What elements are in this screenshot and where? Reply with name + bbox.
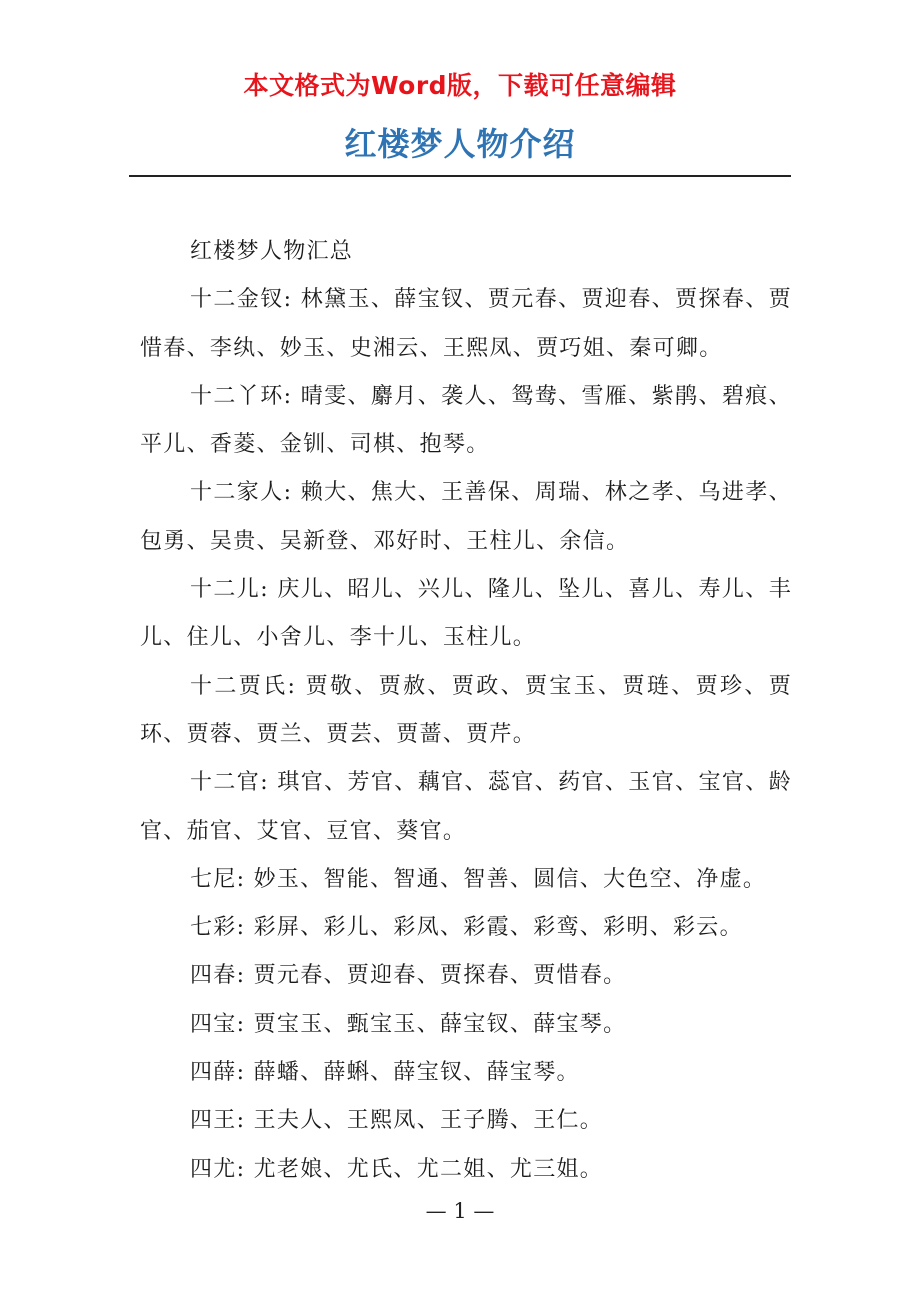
- paragraph-label: 十二丫环:: [190, 383, 293, 409]
- paragraph-label: 四宝:: [190, 1011, 246, 1037]
- section-heading: [140, 228, 792, 276]
- paragraph-seven-cai: [140, 904, 792, 952]
- paragraph-four-xue: [140, 1049, 792, 1097]
- document-body: [140, 228, 792, 1194]
- paragraph-label: 七尼:: [190, 866, 246, 892]
- paragraph-four-chun: [140, 952, 792, 1000]
- paragraph-text: 红楼梦人物汇总: [190, 239, 354, 264]
- paragraph-label: 四薛:: [190, 1060, 246, 1086]
- paragraph-text: 庆儿、昭儿、兴儿、隆儿、坠儿、喜儿、寿儿、丰儿、住儿、小舍儿、李十儿、玉柱儿。: [140, 577, 792, 651]
- paragraph-text: 妙玉、智能、智通、智善、圆信、大色空、净虚。: [245, 866, 767, 892]
- page-number: — 1 —: [425, 1199, 495, 1223]
- paragraph-text: 尤老娘、尤氏、尤二姐、尤三姐。: [245, 1156, 604, 1182]
- format-notice-banner: 本文格式为Word版，下载可任意编辑: [243, 71, 677, 100]
- paragraph-label: 十二官:: [190, 770, 269, 796]
- paragraph-twelve-hairpins: [140, 276, 792, 373]
- paragraph-text: 赖大、焦大、王善保、周瑞、林之孝、乌进孝、包勇、吴贵、吴新登、邓好时、王柱儿、余信。: [140, 480, 792, 554]
- paragraph-twelve-jia: [140, 663, 792, 760]
- paragraph-text: 贾宝玉、甄宝玉、薛宝钗、薛宝琴。: [245, 1011, 627, 1037]
- paragraph-label: 四王:: [190, 1108, 246, 1134]
- paragraph-twelve-actresses: [140, 759, 792, 856]
- paragraph-text: 王夫人、王熙凤、王子腾、王仁。: [245, 1108, 604, 1134]
- paragraph-text: 薛蟠、薛蝌、薛宝钗、薛宝琴。: [245, 1060, 580, 1086]
- paragraph-label: 十二家人:: [190, 480, 293, 506]
- paragraph-text: 彩屏、彩儿、彩凤、彩霞、彩鸾、彩明、彩云。: [245, 915, 743, 941]
- paragraph-twelve-boys: [140, 566, 792, 663]
- paragraph-twelve-maids: [140, 373, 792, 470]
- paragraph-text: 琪官、芳官、藕官、蕊官、药官、玉官、宝官、龄官、茄官、艾官、豆官、葵官。: [140, 770, 792, 844]
- paragraph-text: 贾元春、贾迎春、贾探春、贾惜春。: [245, 963, 627, 989]
- paragraph-twelve-servants: [140, 469, 792, 566]
- paragraph-label: 四春:: [190, 963, 246, 989]
- document-title: 红楼梦人物介绍: [344, 125, 576, 163]
- paragraph-text: 晴雯、麝月、袭人、鸳鸯、雪雁、紫鹃、碧痕、平儿、香菱、金钏、司棋、抱琴。: [140, 383, 792, 458]
- paragraph-label: 十二贾氏:: [190, 673, 297, 699]
- paragraph-four-wang: [140, 1097, 792, 1145]
- paragraph-four-you: [140, 1146, 792, 1194]
- paragraph-label: 四尤:: [190, 1156, 246, 1182]
- title-divider: [129, 175, 791, 177]
- paragraph-label: 七彩:: [190, 915, 246, 941]
- paragraph-four-bao: [140, 1001, 792, 1049]
- paragraph-text: 贾敬、贾赦、贾政、贾宝玉、贾琏、贾珍、贾环、贾蓉、贾兰、贾芸、贾蔷、贾芹。: [140, 673, 792, 747]
- paragraph-seven-nuns: [140, 856, 792, 904]
- paragraph-text: 林黛玉、薛宝钗、贾元春、贾迎春、贾探春、贾惜春、李纨、妙玉、史湘云、王熙凤、贾巧姐、秦可卿。: [140, 287, 792, 361]
- paragraph-label: 十二儿:: [190, 577, 269, 603]
- paragraph-label: 十二金钗:: [190, 287, 293, 313]
